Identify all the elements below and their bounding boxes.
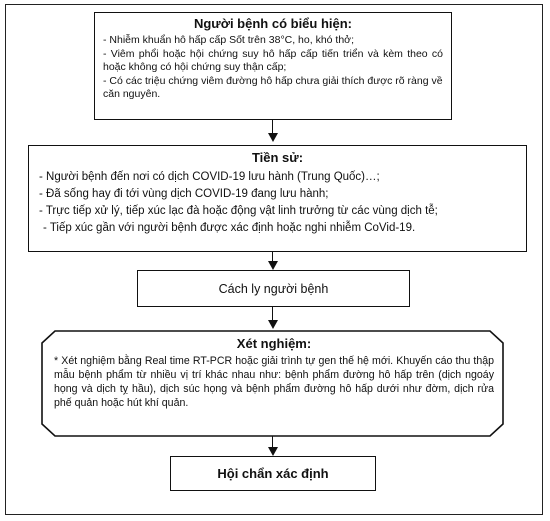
history-box xyxy=(28,145,527,252)
arrow-down-icon xyxy=(268,133,278,142)
symptoms-box xyxy=(94,12,452,120)
confirmation-box xyxy=(170,456,376,491)
symptom-item: - Nhiễm khuẩn hô hấp cấp Sốt trên 38°C, ho, khó thở; xyxy=(103,34,354,46)
arrow-down-icon xyxy=(268,447,278,456)
symptoms-title: Người bệnh có biểu hiện: xyxy=(193,16,353,31)
symptom-item: - Có các triệu chứng viêm đường hô hấp chưa giải thích được rõ ràng về căn nguyên. xyxy=(103,74,443,100)
arrow-down-icon xyxy=(268,261,278,270)
symptom-item: - Viêm phổi hoặc hội chứng suy hô hấp cấp tiến triển và kèm theo có hoặc không có hội chứng suy thận cấp; xyxy=(103,47,443,73)
history-item: - Trực tiếp xử lý, tiếp xúc lạc đà hoặc động vật linh trưởng từ các vùng dịch tễ; xyxy=(39,205,438,217)
isolation-box xyxy=(137,270,410,307)
testing-title: Xét nghiệm: xyxy=(236,336,312,351)
arrow-down-icon xyxy=(268,320,278,329)
history-title: Tiền sử: xyxy=(251,150,304,165)
confirmation-label: Hội chẩn xác định xyxy=(217,466,329,481)
isolation-label: Cách ly người bệnh xyxy=(218,281,329,296)
history-item: - Tiếp xúc gần với người bệnh được xác định hoặc nghi nhiễm CoVid-19. xyxy=(43,222,416,234)
testing-text: * Xét nghiệm bằng Real time RT-PCR hoặc giải trình tự gen thế hệ mới. Khuyến cáo thu thập mẫu bệnh phẩm từ nhiều vị trí khác nhau như: bệnh phẩm đường hô hấp trên (dịch ngoáy họng và dịch tỵ hầu), dịch súc họng và bệnh phẩm đường hô hấp dưới như đờm, dịch rửa phế quản hoặc hút khí quản. xyxy=(54,355,494,409)
history-item: - Đã sống hay đi tới vùng dịch COVID-19 đang lưu hành; xyxy=(39,188,329,200)
history-item: - Người bệnh đến nơi có dịch COVID-19 lưu hành (Trung Quốc)…; xyxy=(39,171,380,183)
testing-box xyxy=(54,336,494,432)
